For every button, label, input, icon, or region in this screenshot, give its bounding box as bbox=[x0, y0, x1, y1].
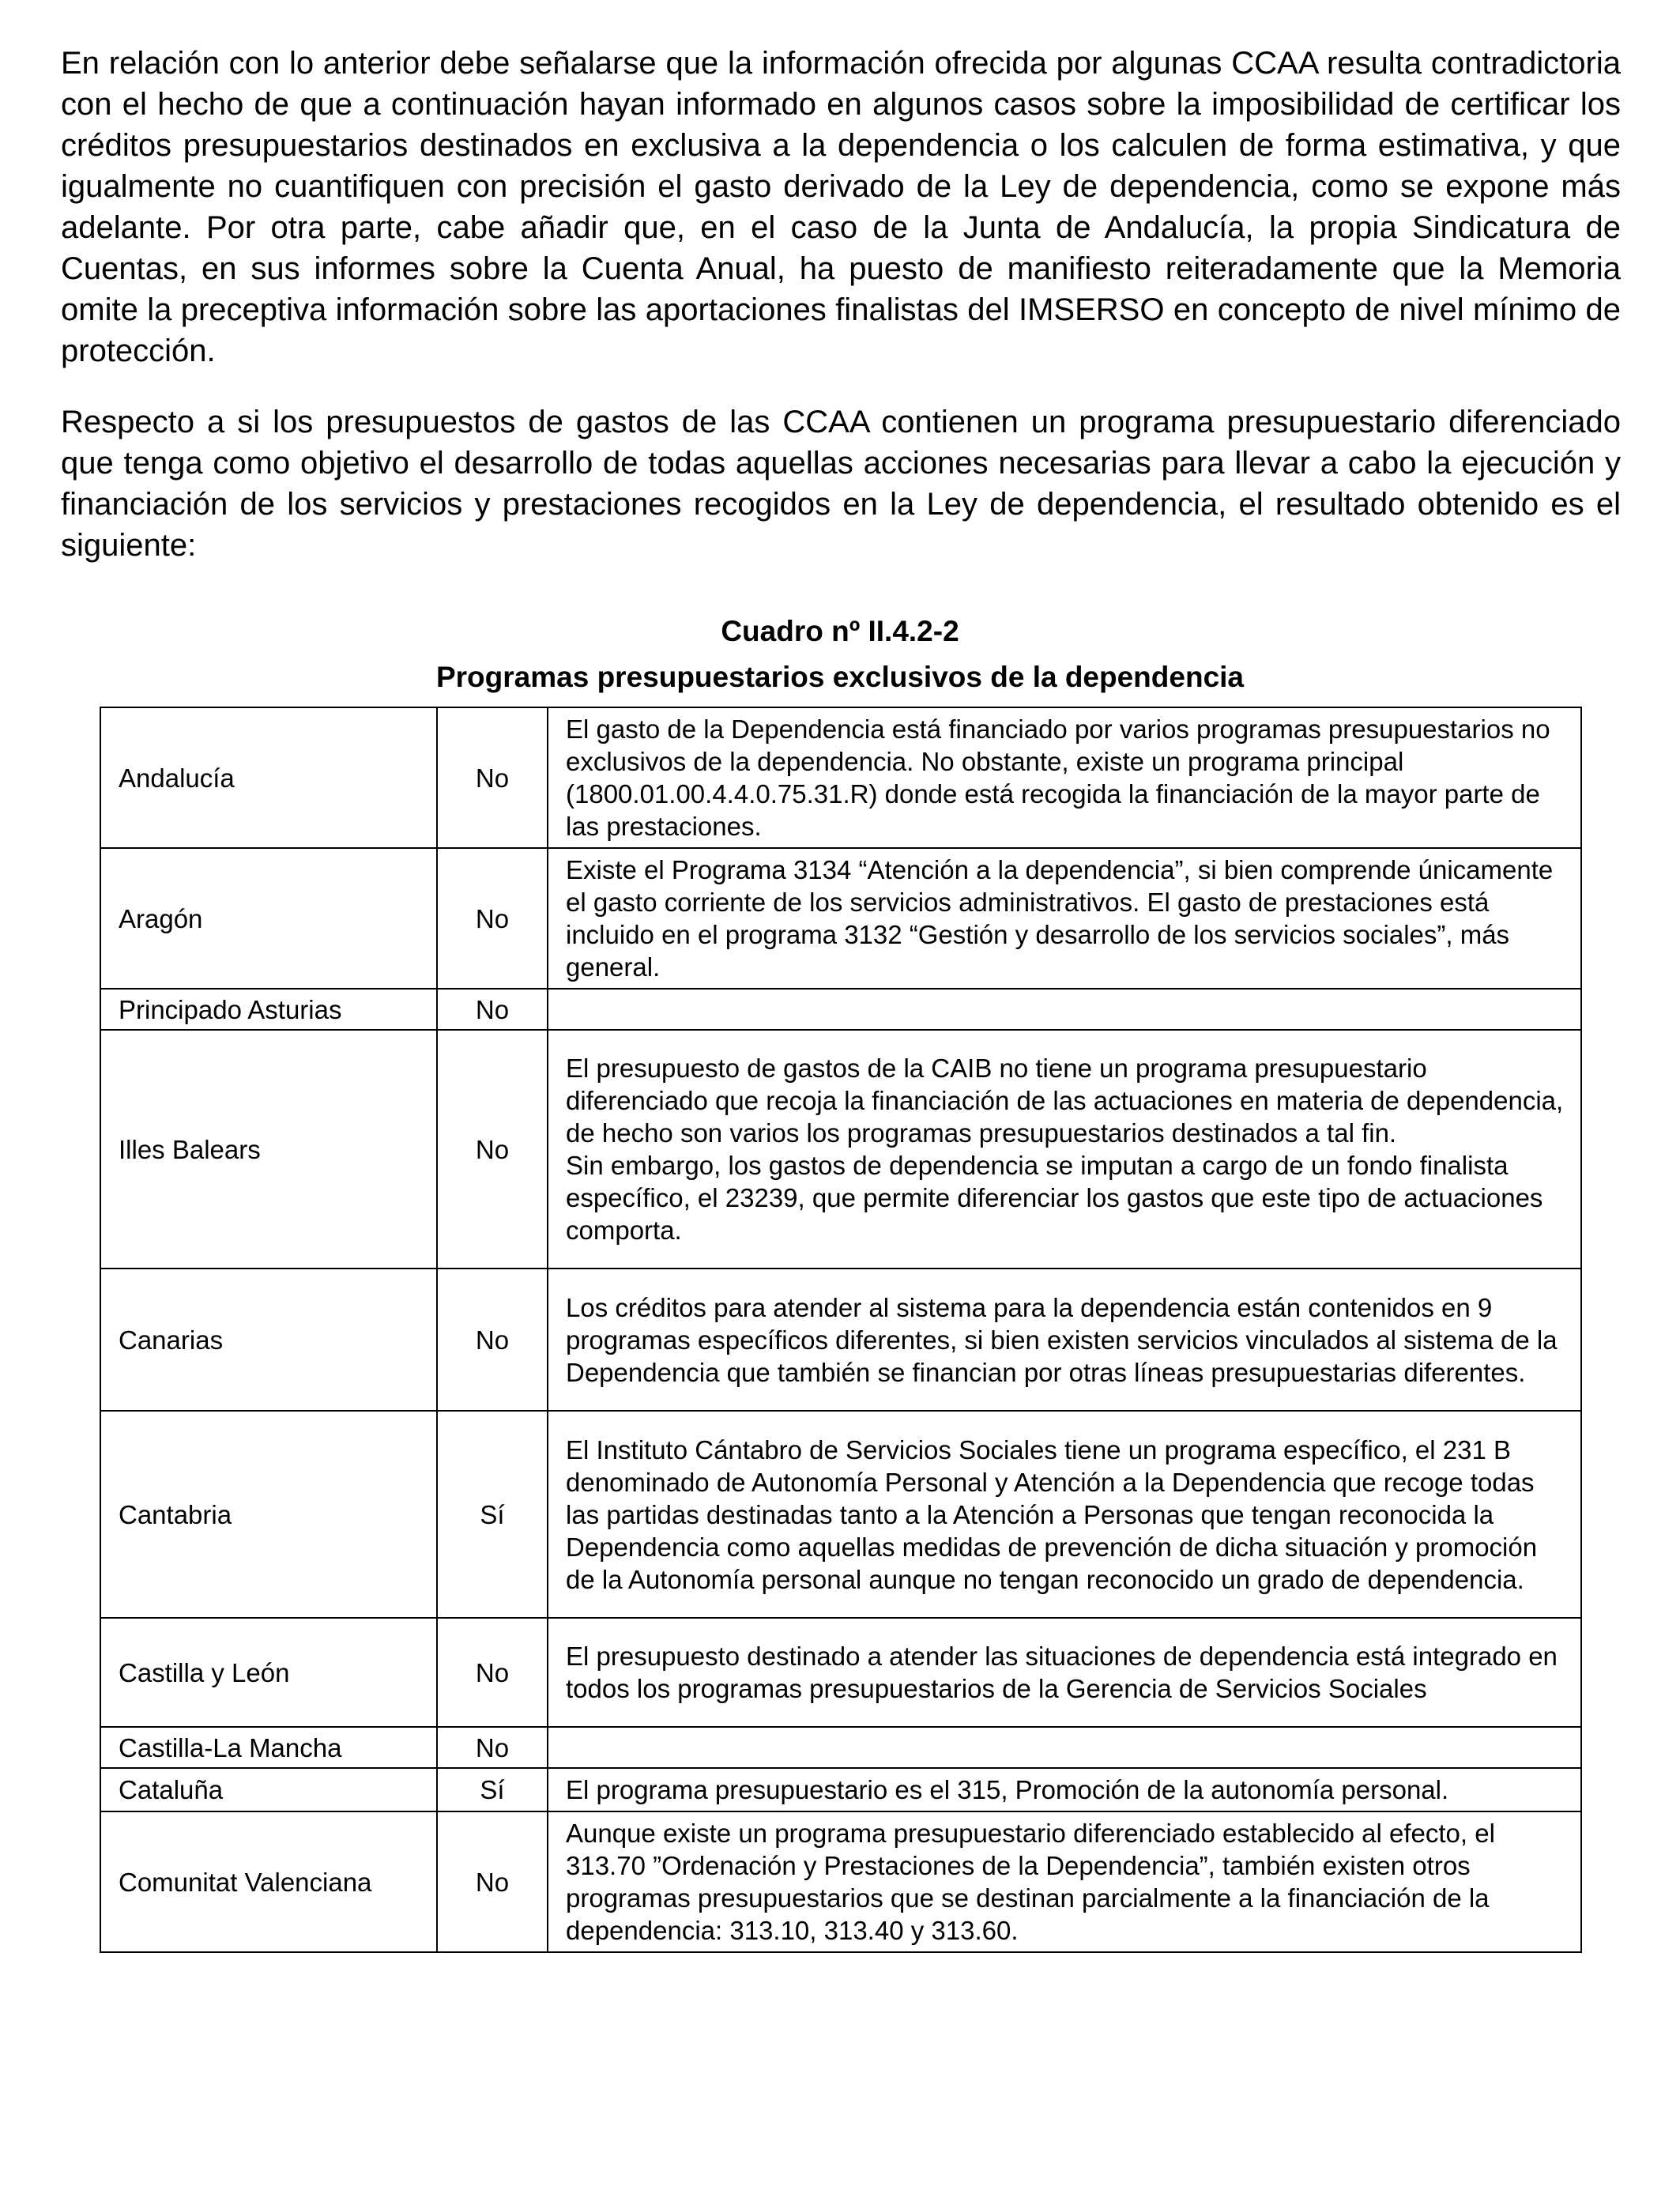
region-cell: Canarias bbox=[100, 1269, 437, 1411]
table-row bbox=[100, 1768, 1581, 1811]
exclusive-cell: No bbox=[437, 1811, 548, 1952]
exclusive-cell: No bbox=[437, 1030, 548, 1269]
description-cell: El Instituto Cántabro de Servicios Sociales tiene un programa específico, el 231 B denominado de Autonomía Personal y Atención a la Dependencia que recoge todas las partidas destinadas tanto a la Atención a Personas que tengan reconocida la Dependencia como aquellas medidas de prevención de dicha situación y promoción de la Autonomía personal aunque no tengan reconocido un grado de dependencia. bbox=[548, 1411, 1581, 1618]
exclusive-cell: Sí bbox=[437, 1411, 548, 1618]
description-cell: Aunque existe un programa presupuestario diferenciado establecido al efecto, el 313.70 ”Ordenación y Prestaciones de la Dependencia”, también existen otros programas presupuestarios que se destinan parcialmente a la financiación de la dependencia: 313.10, 313.40 y 313.60. bbox=[548, 1811, 1581, 1952]
exclusive-cell: No bbox=[437, 707, 548, 848]
exclusive-cell: No bbox=[437, 848, 548, 989]
table-number: Cuadro nº II.4.2-2 bbox=[721, 615, 959, 647]
table-row bbox=[100, 1811, 1581, 1952]
region-cell: Principado Asturias bbox=[100, 989, 437, 1030]
table-row bbox=[100, 989, 1581, 1030]
region-cell: Castilla y León bbox=[100, 1618, 437, 1727]
table-row bbox=[100, 848, 1581, 989]
description-cell: El gasto de la Dependencia está financiado por varios programas presupuestarios no exclusivos de la dependencia. No obstante, existe un programa principal (1800.01.00.4.4.0.75.31.R) donde está recogida la financiación de la mayor parte de las prestaciones. bbox=[548, 707, 1581, 848]
intro-paragraph-1: En relación con lo anterior debe señalarse que la información ofrecida por algunas CCAA resulta contradictoria con el hecho de que a continuación hayan informado en algunos casos sobre la imposibilidad de certificar los créditos presupuestarios destinados en exclusiva a la dependencia o los calculen de forma estimativa, y que igualmente no cuantifiquen con precisión el gasto derivado de la Ley de dependencia, como se expone más adelante. Por otra parte, cabe añadir que, en el caso de la Junta de Andalucía, la propia Sindicatura de Cuentas, en sus informes sobre la Cuenta Anual, ha puesto de manifiesto reiteradamente que la Memoria omite la preceptiva información sobre las aportaciones finalistas del IMSERSO en concepto de nivel mínimo de protección. bbox=[61, 46, 1621, 368]
table-row bbox=[100, 1727, 1581, 1768]
programs-table bbox=[100, 707, 1582, 1953]
table-row bbox=[100, 1269, 1581, 1411]
table-row bbox=[100, 1411, 1581, 1618]
region-cell: Illes Balears bbox=[100, 1030, 437, 1269]
description-cell bbox=[548, 1727, 1581, 1768]
table-row bbox=[100, 707, 1581, 848]
region-cell: Comunitat Valenciana bbox=[100, 1811, 437, 1952]
exclusive-cell: No bbox=[437, 1618, 548, 1727]
exclusive-cell: No bbox=[437, 1269, 548, 1411]
region-cell: Aragón bbox=[100, 848, 437, 989]
description-cell: Existe el Programa 3134 “Atención a la dependencia”, si bien comprende únicamente el gasto corriente de los servicios administrativos. El gasto de prestaciones está incluido en el programa 3132 “Gestión y desarrollo de los servicios sociales”, más general. bbox=[548, 848, 1581, 989]
table-title: Programas presupuestarios exclusivos de la dependencia bbox=[435, 661, 1245, 693]
table-row bbox=[100, 1618, 1581, 1727]
region-cell: Andalucía bbox=[100, 707, 437, 848]
description-cell: El presupuesto de gastos de la CAIB no tiene un programa presupuestario diferenciado que recoja la financiación de las actuaciones en materia de dependencia, de hecho son varios los programas presupuestarios destinados a tal fin. Sin embargo, los gastos de dependencia se imputan a cargo de un fondo finalista específico, el 23239, que permite diferenciar los gastos que este tipo de actuaciones comporta. bbox=[548, 1030, 1581, 1269]
exclusive-cell: No bbox=[437, 1727, 548, 1768]
table-row bbox=[100, 1030, 1581, 1269]
description-cell: El programa presupuestario es el 315, Promoción de la autonomía personal. bbox=[548, 1768, 1581, 1811]
exclusive-cell: No bbox=[437, 989, 548, 1030]
region-cell: Castilla-La Mancha bbox=[100, 1727, 437, 1768]
description-cell: Los créditos para atender al sistema para la dependencia están contenidos en 9 programas específicos diferentes, si bien existen servicios vinculados al sistema de la Dependencia que también se financian por otras líneas presupuestarias diferentes. bbox=[548, 1269, 1581, 1411]
region-cell: Cataluña bbox=[100, 1768, 437, 1811]
description-cell bbox=[548, 989, 1581, 1030]
exclusive-cell: Sí bbox=[437, 1768, 548, 1811]
region-cell: Cantabria bbox=[100, 1411, 437, 1618]
description-cell: El presupuesto destinado a atender las situaciones de dependencia está integrado en todos los programas presupuestarios de la Gerencia de Servicios Sociales bbox=[548, 1618, 1581, 1727]
intro-paragraph-2: Respecto a si los presupuestos de gastos de las CCAA contienen un programa presupuestario diferenciado que tenga como objetivo el desarrollo de todas aquellas acciones necesarias para llevar a cabo la ejecución y financiación de los servicios y prestaciones recogidos en la Ley de dependencia, el resultado obtenido es el siguiente: bbox=[61, 405, 1621, 563]
